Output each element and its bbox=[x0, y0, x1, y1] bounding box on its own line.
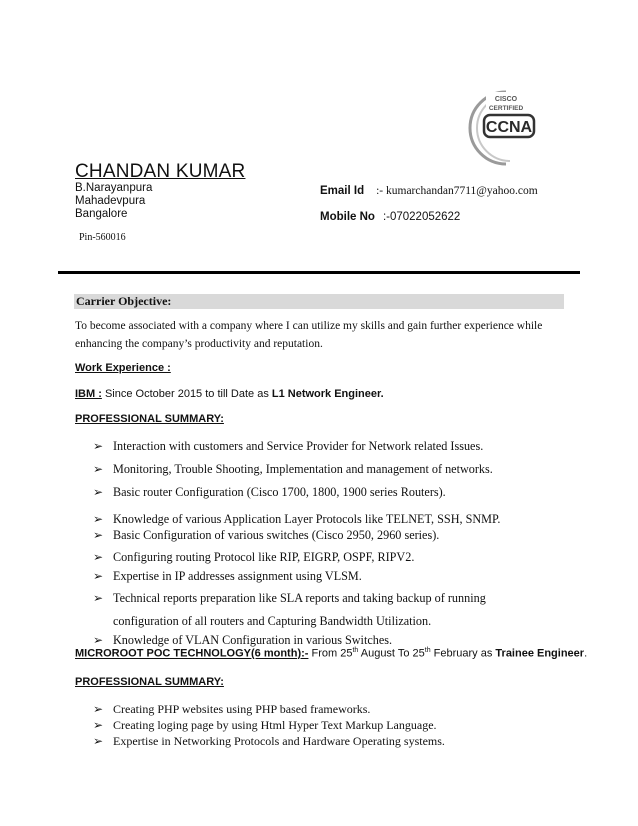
svg-text:CERTIFIED: CERTIFIED bbox=[488, 105, 524, 112]
mobile-value: :-07022052622 bbox=[382, 211, 461, 223]
list-item: ➢ Basic Configuration of various switches (Cisco 2950, 2960 series). bbox=[93, 528, 440, 542]
list-item: ➢ Creating PHP websites using PHP based frameworks. bbox=[93, 702, 371, 716]
ibm-text: Since October 2015 to till Date as bbox=[101, 388, 272, 400]
list-item: ➢ Interaction with customers and Service Provider for Network related Issues. bbox=[93, 439, 484, 453]
list-item: ➢ Expertise in IP addresses assignment using VLSM. bbox=[93, 569, 362, 583]
ibm-role: L1 Network Engineer. bbox=[271, 388, 384, 400]
svg-text:CCNA: CCNA bbox=[485, 119, 533, 136]
objective-heading-band bbox=[74, 294, 564, 309]
email-row bbox=[320, 181, 538, 199]
arrow-bullet-icon: ➢ bbox=[93, 702, 104, 716]
email-label: Email Id bbox=[320, 185, 365, 197]
arrow-bullet-icon: ➢ bbox=[93, 512, 104, 526]
professional-summary-heading-2: PROFESSIONAL SUMMARY: bbox=[75, 676, 224, 688]
svg-text:CISCO: CISCO bbox=[494, 96, 518, 103]
arrow-bullet-icon: ➢ bbox=[93, 439, 104, 453]
pin-code: Pin-560016 bbox=[79, 232, 126, 243]
list-item: ➢ Expertise in Networking Protocols and Hardware Operating systems. bbox=[93, 734, 445, 748]
objective-line-1: To become associated with a company where I can utilize my skills and gain further experience while bbox=[75, 320, 543, 332]
list-item: ➢ Basic router Configuration (Cisco 1700, 1800, 1900 series Routers). bbox=[93, 485, 446, 499]
ibm-label: IBM : bbox=[75, 388, 102, 400]
list-item: ➢ Monitoring, Trouble Shooting, Implementation and management of networks. bbox=[93, 462, 493, 476]
mobile-row bbox=[320, 207, 460, 225]
arrow-bullet-icon: ➢ bbox=[93, 528, 104, 542]
microroot-experience: MICROROOT POC TECHNOLOGY(6 month):- From 25th August To 25th February as Trainee Engineer. bbox=[75, 647, 588, 660]
list-item: ➢ Creating loging page by using Html Hyper Text Markup Language. bbox=[93, 718, 437, 732]
list-item: ➢ Technical reports preparation like SLA reports and taking backup of running bbox=[93, 591, 486, 605]
arrow-bullet-icon: ➢ bbox=[93, 569, 104, 583]
arrow-bullet-icon: ➢ bbox=[93, 734, 104, 748]
objective-title: Carrier Objective: bbox=[76, 294, 172, 308]
list-item: ➢ Configuring routing Protocol like RIP, EIGRP, OSPF, RIPV2. bbox=[93, 550, 415, 564]
address-line-2: Mahadevpura bbox=[75, 195, 146, 207]
list-item: ➢ Knowledge of VLAN Configuration in various Switches. bbox=[93, 633, 393, 647]
arrow-bullet-icon: ➢ bbox=[93, 462, 104, 476]
arrow-bullet-icon: ➢ bbox=[93, 718, 104, 732]
arrow-bullet-icon: ➢ bbox=[93, 485, 104, 499]
professional-summary-heading-1: PROFESSIONAL SUMMARY: bbox=[75, 413, 224, 425]
microroot-role: Trainee Engineer bbox=[495, 647, 585, 660]
candidate-name: CHANDAN KUMAR bbox=[75, 161, 246, 182]
ibm-experience bbox=[75, 388, 384, 400]
arrow-bullet-icon: ➢ bbox=[93, 633, 104, 647]
arrow-bullet-icon: ➢ bbox=[93, 550, 104, 564]
mobile-label: Mobile No bbox=[320, 211, 375, 223]
microroot-label: MICROROOT POC TECHNOLOGY(6 month):- bbox=[75, 647, 309, 660]
address-line-3: Bangalore bbox=[75, 208, 128, 220]
ccna-certified-logo bbox=[462, 88, 548, 168]
list-item-continuation: configuration of all routers and Capturing Bandwidth Utilization. bbox=[113, 614, 432, 628]
arrow-bullet-icon: ➢ bbox=[93, 591, 104, 605]
header-divider bbox=[58, 271, 580, 274]
objective-line-2: enhancing the company’s productivity and reputation. bbox=[75, 338, 323, 350]
list-item: ➢ Knowledge of various Application Layer Protocols like TELNET, SSH, SNMP. bbox=[93, 512, 501, 526]
address-line-1: B.Narayanpura bbox=[75, 182, 153, 194]
work-experience-heading: Work Experience : bbox=[75, 362, 171, 374]
email-value[interactable]: :- kumarchandan7711@yahoo.com bbox=[376, 185, 538, 197]
